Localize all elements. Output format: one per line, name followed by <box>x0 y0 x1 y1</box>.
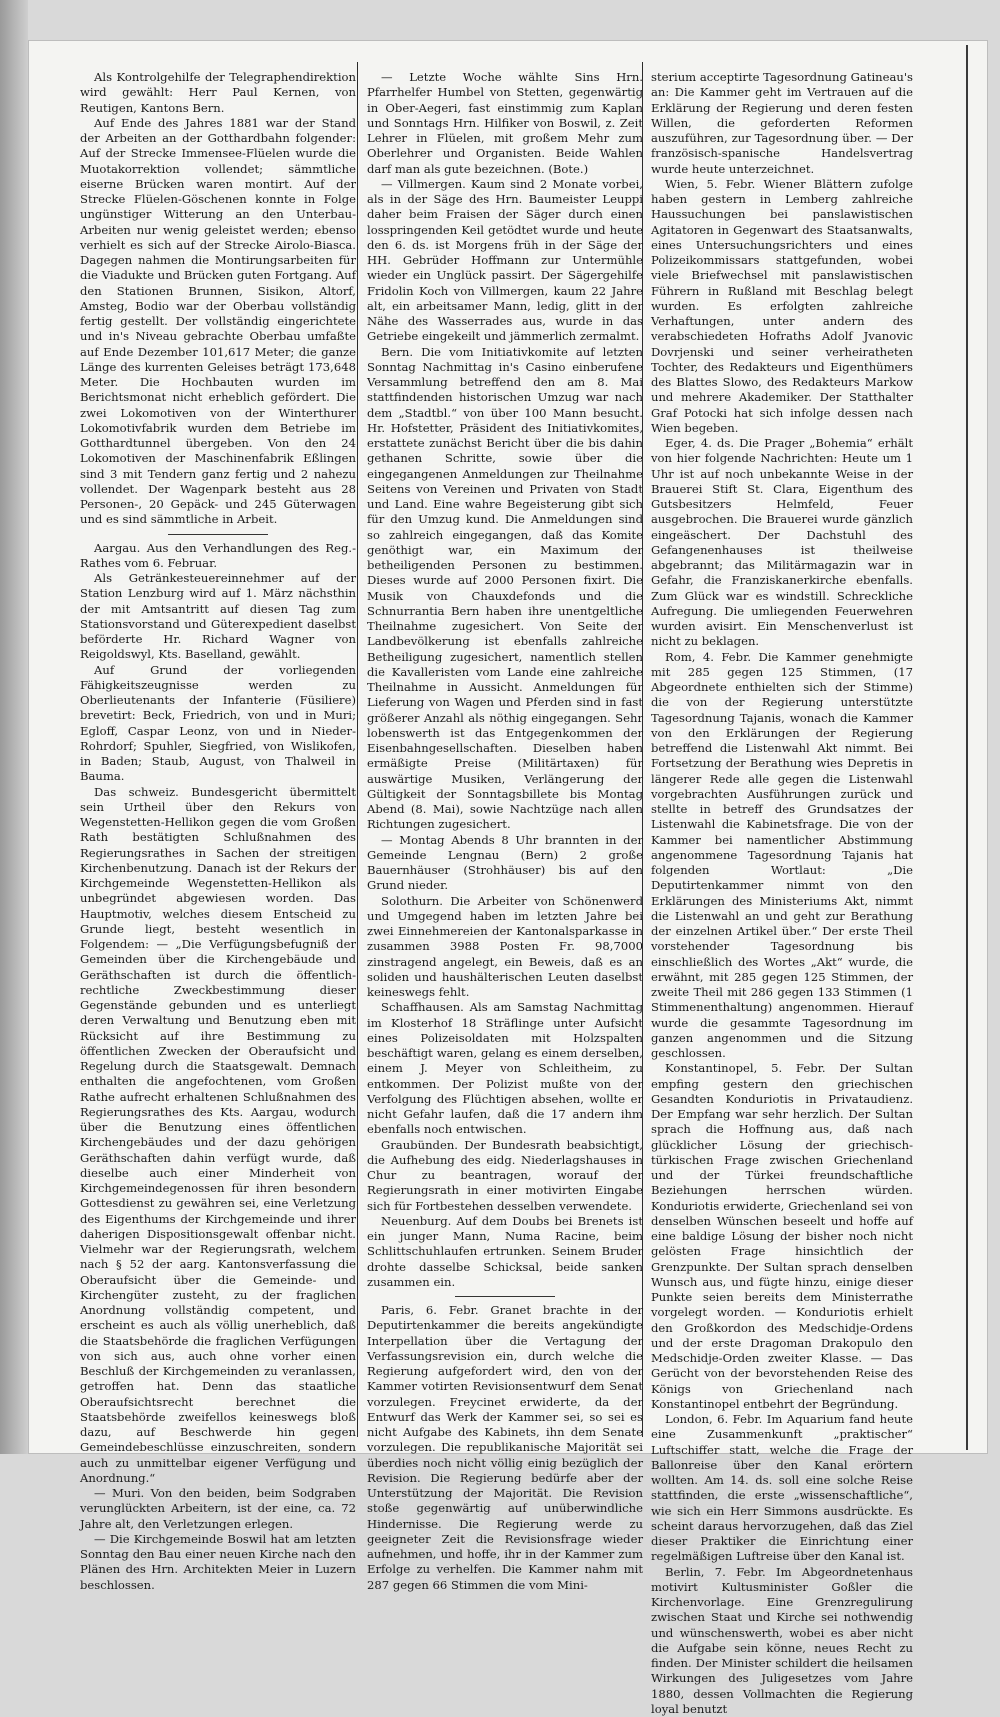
article-paragraph: Als Getränkesteuereinnehmer auf der Station Lenzburg wird auf 1. März nächsthin der mit Amtsantritt auf diesen Tag zum Stationsvorstand und Güterexpedient daselbst beförderte Hr. Richard Wagner von Reigoldswyl, Kts. Baselland, gewählt. <box>80 571 356 663</box>
page-right-border <box>966 45 968 1450</box>
article-paragraph: Als Kontrolgehilfe der Telegraphendirektion wird gewählt: Herr Paul Kernen, von Reutigen, Kantons Bern. <box>80 70 356 116</box>
article-paragraph: — Villmergen. Kaum sind 2 Monate vorbei, als in der Säge des Hrn. Baumeister Leuppi daher beim Fraisen der Säger durch einen losspringenden Keil getödtet wurde und heute den 6. ds. ist Morgens früh in der Säge der HH. Gebrüder Hoffmann zur Untermühle wieder ein Unglück passirt. Der Sägergehilfe Fridolin Koch von Villmergen, kaum 22 Jahre alt, ein arbeitsamer Mann, ledig, glitt in der Nähe des Wasserrades aus, wurde in das Getriebe eingekeilt und jämmerlich zermalmt. <box>367 177 643 345</box>
article-paragraph: sterium acceptirte Tagesordnung Gatineau's an: Die Kammer geht im Vertrauen auf die Erklärung der Regierung und deren festen Willen, die geforderten Reformen auszuführen, zur Tagesordnung über. — Der französisch-spanische Handelsvertrag wurde heute unterzeichnet. <box>651 70 913 177</box>
article-paragraph: — Letzte Woche wählte Sins Hrn. Pfarrhelfer Humbel von Stetten, gegenwärtig in Ober-Aegeri, fast einstimmig zum Kaplan und Sonntags Hrn. Hilfiker von Boswil, z. Zeit Lehrer in Flüelen, mit großem Mehr zum Oberlehrer und Organisten. Beide Wahlen darf man als gute bezeichnen. (Bote.) <box>367 70 643 177</box>
article-paragraph: — Montag Abends 8 Uhr brannten in der Gemeinde Lengnau (Bern) 2 große Bauernhäuser (Strohhäuser) bis auf den Grund nieder. <box>367 833 643 894</box>
article-paragraph: Solothurn. Die Arbeiter von Schönenwerd und Umgegend haben im letzten Jahre bei zwei Einnehmereien der Kantonalsparkasse in zusammen 3988 Posten Fr. 98,7000 zinstragend angelegt, ein Beweis, daß es an soliden und haushälterischen Leuten daselbst keineswegs fehlt. <box>367 894 643 1001</box>
article-paragraph: Aargau. Aus den Verhandlungen des Reg.-Rathes vom 6. Februar. <box>80 541 356 572</box>
column-3 <box>651 70 913 1440</box>
article-paragraph: Bern. Die vom Initiativkomite auf letzten Sonntag Nachmittag in's Casino einberufene Versammlung betreffend den am 8. Mai stattfindenden historischen Umzug war nach dem „Stadtbl.“ von über 100 Mann besucht. Hr. Hofstetter, Präsident des Initiativkomites, erstattete zunächst Bericht über die bis dahin gethanen Schritte, sowie über die eingegangenen Anmeldungen zur Theilnahme Seitens von Vereinen und Privaten von Stadt und Land. Eine wahre Begeisterung gibt sich für den Umzug kund. Die Anmeldungen sind so zahlreich eingegangen, daß das Komite genöthigt war, ein Maximum der betheiligenden Personen zu bestimmen. Dieses wurde auf 2000 Personen fixirt. Die Musik von Chauxdefonds und die Schnurrantia Bern haben ihre unentgeltliche Theilnahme zugesichert. Von Seite der Landbevölkerung ist ebenfalls zahlreiche Betheiligung zugesichert, namentlich stellen die Kavalleristen vom Lande eine zahlreiche Theilnahme in Aussicht. Anmeldungen für Lieferung von Wagen und Pferden sind in fast größerer Anzahl als nöthig eingegangen. Sehr lobenswerth ist das Entgegenkommen der Eisenbahngesellschaften. Dieselben haben ermäßigte Preise (Militärtaxen) für auswärtige Musiken, Verlängerung der Gültigkeit der Sonntagsbillete bis Montag Abend (8. Mai), sowie Nachtzüge nach allen Richtungen zugesichert. <box>367 345 643 833</box>
column-rule-1 <box>357 62 358 1437</box>
scan-left-edge <box>0 0 28 1454</box>
article-paragraph: Graubünden. Der Bundesrath beabsichtigt, die Aufhebung des eidg. Niederlagshauses in Chur zu beantragen, worauf der Regierungsrath in einer motivirten Eingabe sich für Fortbestehen desselben verwendete. <box>367 1138 643 1214</box>
article-paragraph: Neuenburg. Auf dem Doubs bei Brenets ist ein junger Mann, Numa Racine, beim Schlittschuhlaufen ertrunken. Seinem Bruder drohte dasselbe Schicksal, beide sanken zusammen ein. <box>367 1214 643 1290</box>
article-paragraph: Auf Grund der vorliegenden Fähigkeitszeugnisse werden zu Oberlieutenants der Infanterie (Füsiliere) brevetirt: Beck, Friedrich, von und in Muri; Egloff, Caspar Leonz, von und in Nieder-Rohrdorf; Spuhler, Siegfried, von Wislikofen, in Baden; Staub, August, von Thalweil in Bauma. <box>80 663 356 785</box>
article-paragraph: Schaffhausen. Als am Samstag Nachmittag im Klosterhof 18 Sträflinge unter Aufsicht eines Polizeisoldaten mit Holzspalten beschäftigt waren, gelang es einem derselben, einem J. Meyer von Schleitheim, zu entkommen. Der Polizist mußte von der Verfolgung des Flüchtigen absehen, wollte er nicht Gefahr laufen, daß die 17 andern ihm ebenfalls noch entwischen. <box>367 1000 643 1137</box>
article-paragraph: Wien, 5. Febr. Wiener Blättern zufolge haben gestern in Lemberg zahlreiche Haussuchungen bei panslawistischen Agitatoren in Gegenwart des Staatsanwalts, eines Untersuchungsrichters und eines Polizeikommissars stattgefunden, wobei viele Briefwechsel mit panslawistischen Führern in Rußland mit Beschlag belegt wurden. Es erfolgten zahlreiche Verhaftungen, unter andern des verabschiedeten Hofraths Adolf Jvanovic Dovrjenski und seiner verheiratheten Tochter, des Redakteurs und Eigenthümers des Blattes Slowo, des Redakteurs Markow und mehrere Akademiker. Der Statthalter Graf Potocki hat sich infolge dessen nach Wien begeben. <box>651 177 913 436</box>
article-paragraph: Berlin, 7. Febr. Im Abgeordnetenhaus motivirt Kultusminister Goßler die Kirchenvorlage. Eine Grenzregulirung zwischen Staat und Kirche sei nothwendig und wünschenswerth, wobei es aber nicht die Aufgabe sein könne, neues Recht zu finden. Der Minister schildert die heilsamen Wirkungen des Juligesetzes vom Jahre 1880, dessen Vollmachten die Regierung loyal benutzt <box>651 1565 913 1717</box>
article-paragraph: Paris, 6. Febr. Granet brachte in der Deputirtenkammer die bereits angekündigte Interpellation über die Vertagung der Verfassungsrevision ein, durch welche die Regierung aufgefordert wird, den von der Kammer votirten Revisionsentwurf dem Senat vorzulegen. Freycinet erwiderte, da der Entwurf das Werk der Kammer sei, so sei es nicht Aufgabe des Kabinets, ihn dem Senate vorzulegen. Die republikanische Majorität sei überdies noch nicht völlig einig bezüglich der Revision. Die Regierung bedürfe aber der Unterstützung der Majorität. Die Revision stoße gegenwärtig auf unüberwindliche Hindernisse. Die Regierung werde zu geeigneter Zeit die Revisionsfrage wieder aufnehmen, und hoffe, ihr in der Kammer zum Erfolge zu verhelfen. Die Kammer nahm mit 287 gegen 66 Stimmen die vom Mini- <box>367 1303 643 1593</box>
section-separator <box>168 534 267 535</box>
article-paragraph: — Muri. Von den beiden, beim Sodgraben verunglückten Arbeitern, ist der eine, ca. 72 Jahre alt, den Verletzungen erlegen. <box>80 1486 356 1532</box>
column-1 <box>80 70 356 1440</box>
article-paragraph: Auf Ende des Jahres 1881 war der Stand der Arbeiten an der Gotthardbahn folgender: Auf der Strecke Immensee-Flüelen wurde die Muotakorrektion vollendet; sämmtliche eiserne Brücken waren montirt. Auf der Strecke Flüelen-Göschenen konnte in Folge ungünstiger Witterung an den Unterbau-Arbeiten nur wenig geleistet werden; ebenso verhielt es sich auf der Strecke Airolo-Biasca. Dagegen nahmen die Montirungsarbeiten für die Viadukte und Brücken guten Fortgang. Auf den Stationen Brunnen, Sisikon, Altorf, Amsteg, Bodio war der Oberbau vollständig fertig gestellt. Der vollständig eingerichtete und in's Niveau gebrachte Oberbau umfaßte auf Ende Dezember 101,617 Meter; die ganze Länge des kurrenten Geleises beträgt 173,648 Meter. Die Hochbauten wurden im Berichtsmonat nicht erheblich gefördert. Die zwei Lokomotiven von der Winterthurer Lokomotivfabrik wurden dem Betriebe im Gotthardtunnel übergeben. Von den 24 Lokomotiven der Maschinenfabrik Eßlingen sind 3 mit Tendern ganz fertig und 2 nahezu vollendet. Der Wagenpark besteht aus 28 Personen-, 20 Gepäck- und 245 Güterwagen und es sind sämmtliche in Arbeit. <box>80 116 356 528</box>
article-paragraph: London, 6. Febr. Im Aquarium fand heute eine Zusammenkunft „praktischer“ Luftschiffer statt, welche die Frage der Ballonreise über den Kanal erörtern wollten. Am 14. ds. soll eine solche Reise stattfinden, die erste „wissenschaftliche“, wie sich ein Herr Simmons ausdrückte. Es scheint daraus hervorzugehen, daß das Ziel dieser Praktiker die Einrichtung einer regelmäßigen Luftreise über den Kanal ist. <box>651 1412 913 1565</box>
article-paragraph: — Die Kirchgemeinde Boswil hat am letzten Sonntag den Bau einer neuen Kirche nach den Plänen des Hrn. Architekten Meier in Luzern beschlossen. <box>80 1532 356 1593</box>
column-2 <box>367 70 643 1440</box>
article-paragraph: Rom, 4. Febr. Die Kammer genehmigte mit 285 gegen 125 Stimmen, (17 Abgeordnete enthielten sich der Stimme) die von der Regierung unterstützte Tagesordnung Tajanis, wonach die Kammer von den Erklärungen der Regierung betreffend die Listenwahl Akt nimmt. Bei Fortsetzung der Berathung wies Depretis in längerer Rede alle gegen die Listenwahl vorgebrachten Ausführungen zurück und stellte in betreff des Grundsatzes der Listenwahl die Kabinetsfrage. Die von der Kammer bei namentlicher Abstimmung angenommene Tagesordnung Tajanis hat folgenden Wortlaut: „Die Deputirtenkammer nimmt von den Erklärungen des Ministeriums Akt, nimmt die Listenwahl an und geht zur Berathung der einzelnen Artikel über.“ Der erste Theil vorstehender Tagesordnung bis einschließlich des Wortes „Akt“ wurde, die erwähnt, mit 285 gegen 125 Stimmen, der zweite Theil mit 286 gegen 133 Stimmen (1 Stimmenenthaltung) angenommen. Hierauf wurde die gesammte Tagesordnung im ganzen angenommen und die Sitzung geschlossen. <box>651 650 913 1062</box>
section-separator <box>455 1296 554 1297</box>
article-paragraph: Eger, 4. ds. Die Prager „Bohemia“ erhält von hier folgende Nachrichten: Heute um 1 Uhr ist auf noch unbekannte Weise in der Brauerei Stift St. Clara, Eigenthum des Gutsbesitzers Helmfeld, Feuer ausgebrochen. Die Brauerei wurde gänzlich eingeäschert. Der Dachstuhl des Gefangenenhauses ist theilweise abgebrannt; das Militärmagazin war in Gefahr, die Franziskanerkirche ebenfalls. Zum Glück war es windstill. Schreckliche Aufregung. Die umliegenden Feuerwehren wurden avisirt. Ein Menschenverlust ist nicht zu beklagen. <box>651 436 913 650</box>
article-paragraph: Konstantinopel, 5. Febr. Der Sultan empfing gestern den griechischen Gesandten Konduriotis in Privataudienz. Der Empfang war sehr herzlich. Der Sultan sprach die Hoffnung aus, daß nach glücklicher Lösung der griechisch-türkischen Frage zwischen Griechenland und der Türkei freundschaftliche Beziehungen herrschen würden. Konduriotis erwiderte, Griechenland sei von denselben Wünschen beseelt und hoffe auf eine baldige Lösung der bisher noch nicht gelösten Frage hinsichtlich der Grenzpunkte. Der Sultan sprach denselben Wunsch aus, und fügte hinzu, einige dieser Punkte seien bereits dem Ministerrathe vorgelegt worden. — Konduriotis erhielt den Großkordon des Medschidje-Ordens und der erste Dragoman Drakopulo den Medschidje-Orden zweiter Klasse. — Das Gerücht von der bevorstehenden Reise des Königs von Griechenland nach Konstantinopel entbehrt der Begründung. <box>651 1061 913 1412</box>
article-paragraph: Das schweiz. Bundesgericht übermittelt sein Urtheil über den Rekurs von Wegenstetten-Hellikon gegen die vom Großen Rath bestätigten Schlußnahmen des Regierungsrathes in Sachen der streitigen Kirchenbenutzung. Danach ist der Rekurs der Kirchgemeinde Wegenstetten-Hellikon als unbegründet abgewiesen worden. Das Hauptmotiv, welches diesem Entscheid zu Grunde liegt, besteht wesentlich in Folgendem: — „Die Verfügungsbefugniß der Gemeinden über die Kirchengebäude und Geräthschaften ist durch die öffentlich-rechtliche Zweckbestimmung dieser Gegenstände gebunden und es unterliegt deren Verwaltung und Benutzung eben mit Rücksicht auf ihre Bestimmung zu öffentlichen Zwecken der Oberaufsicht und Regelung durch die Staatsgewalt. Demnach enthalten die angefochtenen, vom Großen Rathe aufrecht erhaltenen Schlußnahmen des Regierungsrathes des Kts. Aargau, wodurch über die Benutzung eines öffentlichen Kirchengebäudes und der dazu gehörigen Geräthschaften dahin verfügt wurde, daß dieselbe auch einer Minderheit von Kirchgemeindegenossen für ihren besondern Gottesdienst zu gewähren sei, eine Verletzung des Eigenthums der Kirchgemeinde und ihrer daherigen Dispositionsgewalt offenbar nicht. Vielmehr war der Regierungsrath, welchem nach § 52 der aarg. Kantonsverfassung die Oberaufsicht über die Gemeinde- und Kirchengüter zusteht, zu der fraglichen Anordnung vollständig competent, und erscheint es auch als völlig unerheblich, daß die Staatsbehörde die fraglichen Verfügungen von sich aus, auch ohne vorher einen Beschluß der Kirchgemeinden zu veranlassen, getroffen hat. Denn das staatliche Oberaufsichtsrecht berechnet die Staatsbehörde zweifellos keineswegs bloß dazu, auf Beschwerde hin gegen Gemeindebeschlüsse einzuschreiten, sondern auch zu unmittelbar eigener Verfügung und Anordnung.“ <box>80 785 356 1487</box>
